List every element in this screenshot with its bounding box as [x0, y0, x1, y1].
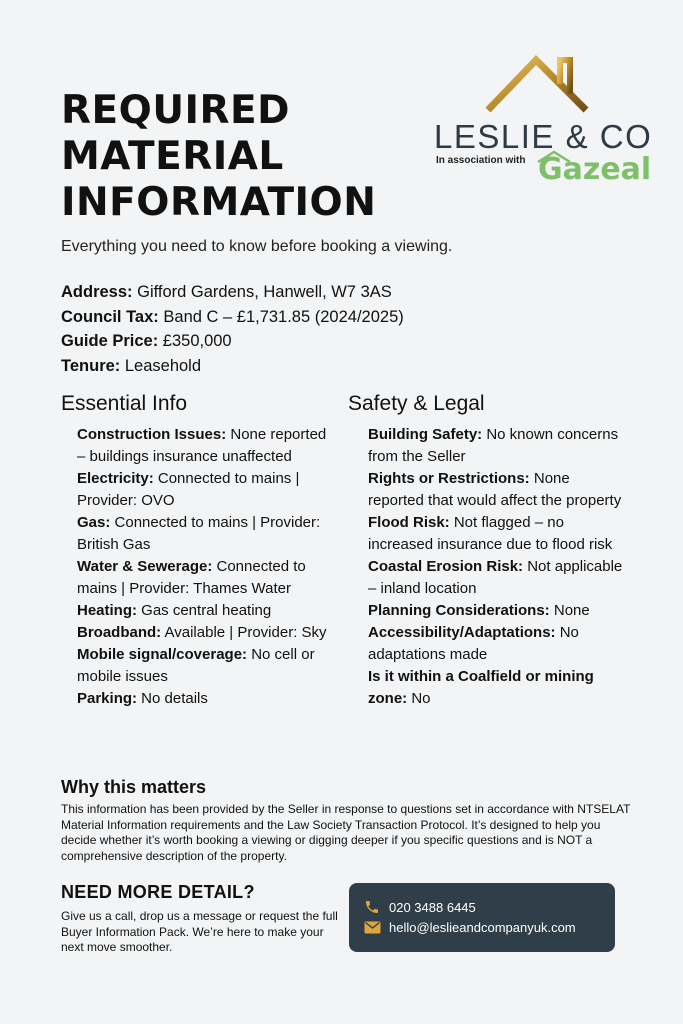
- item-value: Connected to mains | Provider: OVO: [77, 470, 300, 509]
- contact-box: [349, 883, 615, 952]
- email-line[interactable]: [363, 917, 615, 937]
- section-heading: Essential Info: [61, 392, 188, 415]
- fact-value: Leasehold: [120, 356, 202, 375]
- phone-line[interactable]: [363, 897, 615, 917]
- brand-logo: [430, 52, 653, 192]
- fact-value: Gifford Gardens, Hanwell, W7 3AS: [132, 283, 392, 301]
- phone-icon: [363, 899, 381, 915]
- list-item: [77, 688, 337, 710]
- fact-council-tax: [61, 305, 404, 330]
- item-label: Building Safety:: [368, 426, 483, 443]
- key-facts: [61, 280, 404, 378]
- essential-list: [61, 424, 337, 710]
- item-value: No known concerns from the Seller: [368, 426, 619, 465]
- fact-value: Band C – £1,731.85 (2024/2025): [158, 307, 404, 326]
- item-value: Available | Provider: Sky: [161, 624, 327, 641]
- section-heading: Why this matters: [61, 777, 207, 797]
- partner-name: Gazeal: [538, 152, 652, 187]
- association-text: In association with: [436, 155, 526, 166]
- safety-legal-section: [348, 392, 624, 710]
- list-item: [368, 666, 624, 710]
- item-value: No cell or mobile issues: [77, 646, 315, 685]
- fact-label: Council Tax:: [61, 307, 159, 326]
- list-item: [368, 622, 624, 666]
- phone-number[interactable]: 020 3488 6445: [389, 899, 476, 915]
- item-value: No adaptations made: [368, 624, 579, 663]
- item-label: Flood Risk:: [368, 514, 450, 531]
- item-value: Connected to mains | Provider: British Gas: [77, 514, 321, 553]
- why-this-matters-section: [61, 777, 631, 864]
- item-label: Parking:: [77, 690, 138, 707]
- item-value: Not applicable – inland location: [368, 558, 623, 597]
- email-address[interactable]: hello@leslieandcompanyuk.com: [389, 919, 576, 935]
- list-item: [77, 622, 337, 644]
- list-item: [77, 556, 337, 600]
- safety-list: [348, 424, 624, 710]
- list-item: [77, 600, 337, 622]
- page-title: [61, 88, 376, 226]
- item-label: Rights or Restrictions:: [368, 470, 530, 487]
- fact-tenure: [61, 354, 404, 379]
- item-label: Broadband:: [77, 624, 162, 641]
- item-value: Connected to mains | Provider: Thames Water: [77, 558, 306, 597]
- list-item: [368, 424, 624, 468]
- roof-logo-icon: [482, 52, 592, 114]
- list-item: [77, 424, 337, 468]
- item-value: Gas central heating: [137, 602, 272, 619]
- why-body: This information has been provided by the Seller in response to questions set in accordance with NTSELAT Material Information requirements and the Law Society Transaction Protocol. It’s designed to help you decide whether it’s worth booking a viewing or digging deeper if you specific questions and is NOT a comprehensive description of the property.: [61, 802, 631, 863]
- item-value: No: [407, 690, 431, 707]
- fact-value: £350,000: [158, 332, 232, 350]
- list-item: [368, 600, 624, 622]
- list-item: [368, 512, 624, 556]
- fact-label: Guide Price:: [61, 332, 159, 350]
- item-label: Accessibility/Adaptations:: [368, 624, 556, 641]
- fact-label: Tenure:: [61, 356, 121, 375]
- brand-name: LESLIE & CO: [434, 118, 653, 155]
- item-label: Planning Considerations:: [368, 602, 550, 619]
- list-item: [368, 556, 624, 600]
- need-more-detail-section: [61, 882, 346, 956]
- list-item: [77, 644, 337, 688]
- item-label: Is it within a Coalfield or mining zone:: [368, 668, 594, 707]
- item-value: None: [549, 602, 590, 619]
- item-label: Water & Sewerage:: [77, 558, 213, 575]
- title-line: INFORMATION: [61, 180, 377, 225]
- item-label: Construction Issues:: [77, 426, 227, 443]
- item-value: Not flagged – no increased insurance due to flood risk: [368, 514, 613, 553]
- item-label: Gas:: [77, 514, 111, 531]
- section-heading: NEED MORE DETAIL?: [61, 882, 255, 902]
- title-line: MATERIAL: [61, 134, 284, 179]
- more-body: Give us a call, drop us a message or request the full Buyer Information Pack. We’re here to make your next move smoother.: [61, 909, 338, 954]
- item-label: Coastal Erosion Risk:: [368, 558, 524, 575]
- fact-address: [61, 280, 404, 305]
- item-value: None reported – buildings insurance unaffected: [77, 426, 327, 465]
- intro-text: Everything you need to know before booking a viewing.: [61, 238, 453, 255]
- item-value: None reported that would affect the property: [368, 470, 622, 509]
- item-value: No details: [137, 690, 208, 707]
- essential-info-section: [61, 392, 337, 710]
- list-item: [77, 468, 337, 512]
- item-label: Heating:: [77, 602, 137, 619]
- fact-label: Address:: [61, 283, 133, 301]
- item-label: Electricity:: [77, 470, 154, 487]
- envelope-icon: [363, 919, 381, 935]
- list-item: [77, 512, 337, 556]
- title-line: REQUIRED: [61, 88, 291, 133]
- section-heading: Safety & Legal: [348, 392, 485, 415]
- list-item: [368, 468, 624, 512]
- fact-guide-price: [61, 329, 404, 354]
- item-label: Mobile signal/coverage:: [77, 646, 248, 663]
